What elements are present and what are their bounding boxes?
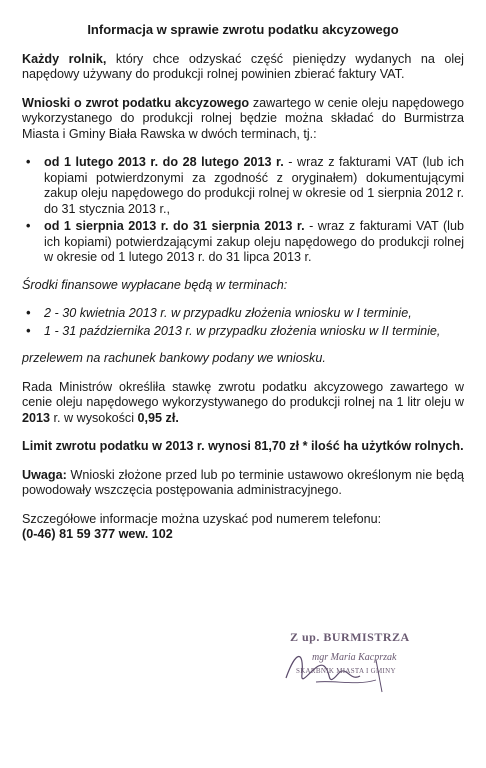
paragraph-note (22, 468, 464, 499)
farmer-lead: Każdy rolnik, (22, 51, 107, 66)
rate-amount: 0,95 zł. (137, 410, 179, 425)
rate-text-2: r. w wysokości (50, 410, 138, 425)
note-text: Wnioski złożone przed lub po terminie ustawowo określonym nie będą powodowały wszczęcia postępowania administracyjnego. (22, 467, 464, 497)
paragraph-limit: Limit zwrotu podatku w 2013 r. wynosi 81,70 zł * ilość ha użytków rolnych. (22, 439, 464, 453)
payout-term-2: • 1 - 31 października 2013 r. w przypadku złożenia wniosku w II terminie, (22, 324, 464, 340)
payout-term-1: • 2 - 30 kwietnia 2013 r. w przypadku złożenia wniosku w I terminie, (22, 306, 464, 322)
signature-title: Z up. BURMISTRZA (290, 630, 410, 644)
applications-lead: Wnioski o zwrot podatku akcyzowego (22, 95, 250, 110)
application-terms-list (22, 155, 464, 266)
signature-role: SKARBNIK MIASTA I GMINY (296, 667, 396, 675)
rate-text-1: Rada Ministrów określiła stawkę zwrotu podatku akcyzowego zawartego w cenie oleju napędowego wykorzystywanego do produkcji rolnej na 1 litr oleju w (22, 379, 464, 409)
rate-year: 2013 (22, 410, 51, 425)
farmer-text: który chce odzyskać część pieniędzy wydanych na olej napędowy używany do produkcji rolnej powinien zbierać faktury VAT. (22, 51, 464, 81)
paragraph-farmer (22, 52, 464, 83)
term-1-dates: od 1 lutego 2013 r. do 28 lutego 2013 r. (44, 155, 284, 169)
transfer-note: przelewem na rachunek bankowy podany we wniosku. (22, 351, 326, 365)
paragraph-contact (22, 512, 464, 543)
payout-intro: Środki finansowe wypłacane będą w terminach: (22, 277, 288, 292)
application-term-1 (22, 155, 464, 217)
document-title: Informacja w sprawie zwrotu podatku akcyzowego (87, 22, 399, 37)
signature-stamp (276, 630, 436, 690)
note-lead: Uwaga: (22, 467, 67, 482)
term-2-dates: od 1 sierpnia 2013 r. do 31 sierpnia 2013 r. (44, 219, 305, 233)
payout-terms-list (22, 306, 464, 339)
contact-phone: (0-46) 81 59 377 wew. 102 (22, 527, 173, 541)
contact-text: Szczegółowe informacje można uzyskać pod numerem telefonu: (22, 511, 382, 526)
paragraph-rate (22, 380, 464, 427)
signature-name: mgr Maria Kacprzak (312, 652, 397, 663)
applications-text: zawartego w cenie oleju napędowego wykorzystanego do produkcji rolnej będzie można składać do Burmistrza Miasta i Gminy Biała Rawska w dwóch terminach, tj.: (22, 95, 465, 141)
term-1-text: - wraz z fakturami VAT (lub ich kopiami potwierdzonymi za zgodność z oryginałem) dokumentującymi zakup oleju napędowego do produkcji rolnej w okresie od 1 sierpnia 2012 r. do 31 stycznia 2013 r., (44, 155, 464, 216)
term-2-text: - wraz z fakturami VAT (lub ich kopiami) potwierdzającymi zakup oleju napędowego do produkcji rolnej w okresie od 1 lutego 2013 r. do 31 lipca 2013 r. (44, 219, 464, 264)
paragraph-applications (22, 96, 464, 143)
application-term-2 (22, 219, 464, 266)
